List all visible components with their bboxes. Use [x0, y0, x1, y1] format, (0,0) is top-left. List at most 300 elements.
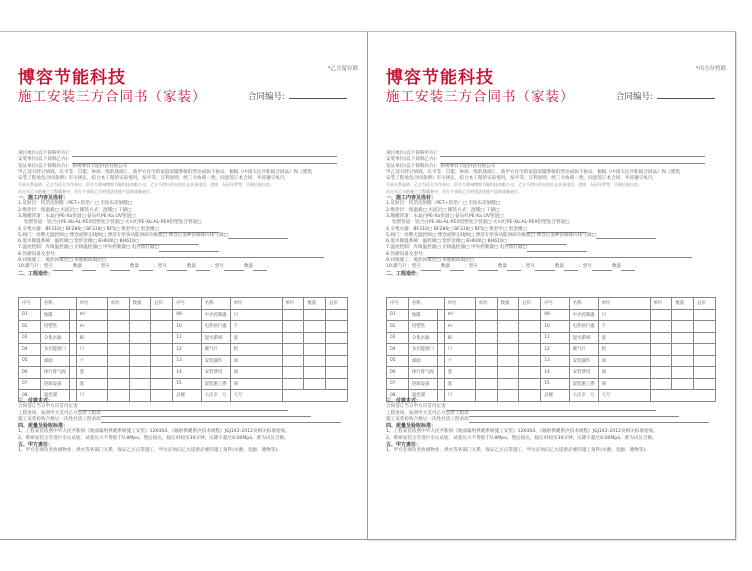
model-field[interactable]	[421, 266, 441, 271]
contract-body	[386, 151, 716, 277]
unit-price-cell[interactable]	[107, 332, 129, 344]
total-cell[interactable]	[326, 332, 348, 344]
model-field[interactable]	[53, 266, 73, 271]
material-item: 4.分集水器：BF310□ BF286□ BF318□ BF5□ 黄金甲□ 黑金刚□	[18, 226, 159, 232]
material-item: 5.阀门：虎牌无温控阀□ 博容虎牌无线阀□ 博容专用多功能回阀升级版□ 博容巨浪神管阀排污排气阀□	[386, 232, 596, 238]
unit-price-cell[interactable]	[475, 344, 497, 356]
total-cell[interactable]	[519, 344, 541, 356]
row-number: 11	[173, 332, 201, 344]
item-name: 热源设备	[408, 378, 437, 390]
item-name: 安装辅件	[569, 355, 598, 367]
row-number: 08	[387, 390, 409, 402]
unit: 路	[444, 332, 475, 344]
quantity-label: 数量	[611, 264, 622, 270]
payment-amount-field[interactable]	[101, 412, 311, 417]
item-name: 热源设备	[40, 378, 69, 390]
material-item: 9.回填施工：地热回填层□ 木地板回填层□	[18, 258, 107, 264]
intro-text: 安装工程承包合同条例》有关规定，结合本工程的实际情况，按平等、互利原则，经三方协商一致，同意签订本合同，共同遵守执行。	[386, 176, 658, 182]
intro-text: 甲乙双方经过协商，在平等、自愿、协商一致的基础上，就甲方住宅的家庭采暖系统的营达成如下协议：根据《中国人民共和国合同法》和《建筑	[18, 169, 313, 175]
payment-term: 施工安装验收合格后一次性付清工程余款	[386, 416, 469, 422]
row-number: 03	[19, 332, 41, 344]
total-cell[interactable]	[151, 367, 173, 379]
column-header: 序号	[173, 298, 201, 310]
item-name-extra	[437, 378, 444, 390]
quantity-cell[interactable]	[304, 378, 326, 390]
contract-title: 施工安装三方合同书（家装）	[18, 89, 207, 105]
item-name-extra	[437, 367, 444, 379]
currency-label: 人民币	[572, 393, 586, 399]
table-row	[387, 332, 716, 344]
radiator-label: 10.暖气片：	[18, 264, 44, 270]
note-text: 丙方对乙方的施工工程服务中，丙方不承担乙方的违法违规产品的质量责任。	[18, 188, 154, 194]
quantity-field[interactable]	[82, 266, 96, 271]
quantity-field[interactable]	[253, 266, 267, 271]
model-label: 型号	[157, 264, 167, 270]
total-cell[interactable]	[151, 309, 173, 321]
column-header: 总价	[151, 298, 173, 310]
quantity-cell[interactable]	[304, 367, 326, 379]
quantity-label: 数量	[497, 264, 508, 270]
unit-price-cell[interactable]	[282, 309, 304, 321]
uppercase-label: 大写	[598, 390, 650, 402]
row-number: 15	[541, 378, 569, 390]
party-b-label: 安装单位(以下简称乙方)：	[18, 157, 73, 163]
model-field[interactable]	[592, 266, 612, 271]
total-cell[interactable]	[694, 332, 716, 344]
total-cell[interactable]	[326, 344, 348, 356]
column-header: 单价	[650, 298, 672, 310]
unit: m²	[76, 309, 107, 321]
total-cell[interactable]	[519, 367, 541, 379]
cost-table	[386, 297, 716, 402]
item-name: 混水系统	[201, 332, 230, 344]
model-field[interactable]	[478, 266, 498, 271]
total-cell[interactable]	[519, 355, 541, 367]
item-name-extra	[437, 344, 444, 356]
row-number: 12	[173, 344, 201, 356]
quantity-cell[interactable]	[672, 367, 694, 379]
column-header: 数量	[672, 298, 694, 310]
total-cell[interactable]	[694, 309, 716, 321]
quantity-field[interactable]	[450, 266, 464, 271]
material-item: 6.混水降温系统：温控阀□ 变形金刚□ BH600□ BH610□	[18, 239, 140, 245]
material-item: 4.分集水器：BF310□ BF286□ BF318□ BF5□ 黄金甲□ 黑金刚□	[386, 226, 527, 232]
quantity-cell[interactable]	[672, 332, 694, 344]
quantity-cell[interactable]	[497, 367, 519, 379]
row-number: 07	[19, 378, 41, 390]
table-row	[19, 367, 348, 379]
quantity-cell[interactable]	[129, 367, 151, 379]
quantity-label: 数量	[440, 264, 451, 270]
payment-term: 工程进场，按到甲方支付乙方总价工程款	[386, 410, 469, 416]
quality-term: 1、工程安装依照中华人民共和国《地面辐射供暖系统施工安装》12K404、《辐射供暖供冷技术规程》JGJ142-2012及相关标准验收。	[386, 429, 658, 435]
section-heading-duties: 五、甲方责任：	[386, 442, 422, 449]
unit: 套	[444, 378, 475, 390]
quantity-cell[interactable]	[304, 332, 326, 344]
unit: 项	[598, 367, 650, 379]
material-item: 2.绝热层：保温板□ 水泥层□ 铺装方式：湿铺□ 干铺□	[386, 207, 500, 213]
quantity-cell[interactable]	[129, 309, 151, 321]
text-row	[386, 271, 716, 277]
unit-price-cell[interactable]	[475, 309, 497, 321]
item-name: 温控器	[408, 390, 437, 402]
row-number: 13	[541, 355, 569, 367]
item-name: 分集水器	[408, 332, 437, 344]
model-field[interactable]	[535, 266, 555, 271]
table-row	[387, 367, 716, 379]
quantity-cell[interactable]	[304, 344, 326, 356]
item-name: 铝塑管	[40, 321, 69, 333]
unit-price-cell[interactable]	[475, 355, 497, 367]
total-cell[interactable]	[694, 378, 716, 390]
row-number: 09	[173, 309, 201, 321]
table-row	[19, 309, 348, 321]
item-name: 混装施工费	[569, 378, 598, 390]
model-field[interactable]	[110, 266, 130, 271]
party-a-label: 项目单位(以下简称甲方)：	[18, 151, 73, 156]
unit-price-cell[interactable]	[650, 378, 672, 390]
quantity-field[interactable]	[196, 266, 210, 271]
column-header: 总价	[326, 298, 348, 310]
unit-price-cell[interactable]	[650, 321, 672, 333]
payment-amount-field[interactable]	[446, 406, 656, 411]
unit-price-cell[interactable]	[475, 367, 497, 379]
unit: 项	[230, 367, 282, 379]
item-name-extra	[69, 309, 76, 321]
unit-price-cell[interactable]	[107, 321, 129, 333]
quantity-field[interactable]	[139, 266, 153, 271]
total-cell[interactable]	[151, 378, 173, 390]
quantity-cell[interactable]	[497, 321, 519, 333]
model-label: 型号	[468, 264, 478, 270]
contract-terms	[18, 398, 348, 455]
quantity-cell[interactable]	[672, 321, 694, 333]
material-item: 1.反射层：铝箔反射膜（PET+铝箔）□ 无纺布反射膜□	[386, 201, 501, 207]
unit: m	[76, 321, 107, 333]
unit: 个	[230, 321, 282, 333]
quantity-label: 数量	[72, 264, 83, 270]
contract-terms	[386, 398, 716, 455]
unit-price-cell[interactable]	[650, 344, 672, 356]
table-row	[19, 321, 348, 333]
total-cell[interactable]	[326, 378, 348, 390]
quantity-cell[interactable]	[497, 378, 519, 390]
table-row	[387, 355, 716, 367]
material-item: 铝塑管道：铝合白PE-Xb-AL-PEX铝塑复合管道□ 火山红PE-Xb-AL-PEX铝塑复合管道□	[24, 220, 202, 226]
separator: ；	[464, 264, 469, 270]
item-name-extra	[69, 344, 76, 356]
unit-price-cell[interactable]	[107, 344, 129, 356]
quantity-field[interactable]	[507, 266, 521, 271]
table-header-row	[387, 298, 716, 310]
item-name: 混水系统	[569, 332, 598, 344]
separator: ；	[521, 264, 526, 270]
quantity-cell[interactable]	[672, 355, 694, 367]
row-number: 15	[173, 378, 201, 390]
unit: 套	[598, 332, 650, 344]
row-number: 05	[19, 355, 41, 367]
quantity-cell[interactable]	[672, 309, 694, 321]
copy-label: *乙方留存联	[327, 66, 358, 72]
fill-in-line[interactable]	[596, 234, 656, 239]
quantity-cell[interactable]	[497, 332, 519, 344]
row-number: 08	[19, 390, 41, 402]
quantity-cell[interactable]	[497, 309, 519, 321]
table-header-row	[19, 298, 348, 310]
note-text: 丙方对乙方的施工工程服务中，丙方不承担乙方的违法违规产品的质量责任。	[386, 188, 522, 194]
row-number: 03	[387, 332, 409, 344]
radiator-label: 10.暖气片：	[386, 264, 412, 270]
item-name: 中央控制器	[201, 309, 230, 321]
row-number: 12	[541, 344, 569, 356]
unit: 只	[76, 344, 107, 356]
unit: 个	[444, 355, 475, 367]
row-number: 07	[387, 378, 409, 390]
payment-amount-field[interactable]	[469, 418, 709, 423]
party-a-field[interactable]	[72, 152, 337, 157]
contract-page-copy-b	[0, 31, 368, 540]
payment-term: 工程进场，按到甲方支付乙方总价工程款	[18, 410, 101, 416]
currency-label: 人民币	[204, 393, 218, 399]
column-header: 单位	[598, 298, 650, 310]
quality-term: 2、系统安装完毕进行水压试验，试验压力不得低于0.8Mpa，然后稳压，稳压时间为30分钟，压降不超过0.06Mpa，即为试压合格。	[386, 435, 657, 441]
total-cell[interactable]	[326, 321, 348, 333]
unit-price-cell[interactable]	[282, 344, 304, 356]
column-header: 名称	[408, 298, 444, 310]
unit: 只	[444, 390, 475, 402]
row-number: 04	[387, 344, 409, 356]
column-header: 名称	[201, 298, 230, 310]
quantity-field[interactable]	[564, 266, 578, 271]
period: 。	[267, 264, 272, 270]
unit: 项	[230, 355, 282, 367]
item-name: 安装费用	[569, 367, 598, 379]
unit: 只	[76, 390, 107, 402]
total-cell[interactable]	[519, 332, 541, 344]
unit-price-cell[interactable]	[650, 309, 672, 321]
row-number: 01	[387, 309, 409, 321]
total-cell[interactable]	[519, 321, 541, 333]
item-name: 球阀	[40, 355, 69, 367]
column-header: 名称	[40, 298, 76, 310]
section-heading-materials: 一、施工内容及选材：	[18, 195, 69, 202]
unit-price-cell[interactable]	[282, 321, 304, 333]
period: 。	[635, 264, 640, 270]
quantity-field[interactable]	[621, 266, 635, 271]
column-header: 单价	[475, 298, 497, 310]
unit-price-cell[interactable]	[475, 332, 497, 344]
section-heading-quality: 四、质量及验收标准：	[386, 423, 437, 430]
model-label: 型号	[100, 264, 110, 270]
quantity-cell[interactable]	[304, 355, 326, 367]
total-cell[interactable]	[151, 355, 173, 367]
item-name-extra	[69, 355, 76, 367]
total-label: 总额	[173, 390, 201, 402]
quantity-label: 数量	[186, 264, 197, 270]
total-cell[interactable]	[694, 344, 716, 356]
company-brand: 博容节能科技	[18, 68, 126, 88]
total-cell[interactable]	[326, 309, 348, 321]
unit-price-cell[interactable]	[650, 332, 672, 344]
item-name: 排污排气阀	[40, 367, 69, 379]
unit: 套	[230, 332, 282, 344]
company-brand: 博容节能科技	[386, 68, 494, 88]
total-cell[interactable]	[694, 321, 716, 333]
column-header: 序号	[19, 298, 41, 310]
material-item: 5.阀门：虎牌无温控阀□ 博容虎牌无线阀□ 博容专用多功能回阀升级版□ 博容巨浪神管阀排污排气阀□	[18, 232, 228, 238]
unit-price-cell[interactable]	[475, 378, 497, 390]
duty-term: 1、甲方必须负责协调物业、供水等各部门关系，保证乙方正常施工，甲方必须向乙方提供必要的施工条件(水源、电源、储物等)。	[386, 448, 650, 454]
column-header: 单位	[76, 298, 107, 310]
item-name: 地暖	[408, 309, 437, 321]
payment-amount-field[interactable]	[469, 412, 679, 417]
total-cell[interactable]	[326, 367, 348, 379]
unit: 路	[76, 332, 107, 344]
total-label: 总额	[541, 390, 569, 402]
section-heading-duties: 五、甲方责任：	[18, 442, 54, 449]
party-b-label: 安装单位(以下简称乙方)：	[386, 157, 441, 163]
quantity-cell[interactable]	[304, 321, 326, 333]
payment-amount-field[interactable]	[78, 406, 288, 411]
item-name: 铝塑管	[408, 321, 437, 333]
total-cell[interactable]	[694, 367, 716, 379]
row-number: 09	[541, 309, 569, 321]
model-field[interactable]	[167, 266, 187, 271]
row-number: 14	[173, 367, 201, 379]
duty-row	[386, 448, 716, 454]
contract-title: 施工安装三方合同书（家装）	[386, 89, 575, 105]
contract-number-field[interactable]	[289, 97, 347, 99]
unit: 组	[598, 344, 650, 356]
unit-price-cell[interactable]	[282, 367, 304, 379]
row-number: 06	[387, 367, 409, 379]
party-a-label: 项目单位(以下简称甲方)：	[386, 151, 441, 156]
total-cell[interactable]	[519, 309, 541, 321]
table-row	[19, 378, 348, 390]
table-row	[387, 321, 716, 333]
quantity-label: 数量	[243, 264, 254, 270]
unit: 个	[76, 355, 107, 367]
quality-term: 2、系统安装完毕进行水压试验，试验压力不得低于0.8Mpa，然后稳压，稳压时间为30分钟，压降不超过0.06Mpa，即为试压合格。	[18, 435, 289, 441]
item-name: 排污排气阀	[408, 367, 437, 379]
section-heading-materials: 一、施工内容及选材：	[386, 195, 437, 202]
item-name: 混装施工费	[201, 378, 230, 390]
unit: 组	[230, 344, 282, 356]
table-row	[19, 344, 348, 356]
quantity-cell[interactable]	[672, 344, 694, 356]
contract-number-label: 合同编号:	[616, 92, 653, 102]
quantity-cell[interactable]	[304, 309, 326, 321]
item-name-extra	[437, 321, 444, 333]
table-row	[19, 355, 348, 367]
row-number: 10	[173, 321, 201, 333]
row-number: 02	[19, 321, 41, 333]
unit-price-cell[interactable]	[282, 332, 304, 344]
quantity-cell[interactable]	[672, 378, 694, 390]
quantity-cell[interactable]	[497, 344, 519, 356]
unit: 项	[230, 378, 282, 390]
contract-number	[248, 90, 347, 102]
total-cell[interactable]	[151, 332, 173, 344]
unit-price-cell[interactable]	[475, 321, 497, 333]
payment-term: 合同签订当日甲方应首付定金	[18, 404, 78, 410]
quantity-label: 数量	[554, 264, 565, 270]
copy-label: *丙方存档联	[695, 66, 726, 72]
total-cell[interactable]	[326, 355, 348, 367]
payment-amount-field[interactable]	[101, 418, 341, 423]
column-header: 名称	[569, 298, 598, 310]
section-heading-cost: 二、工程造价：	[386, 270, 422, 277]
intro-text: 甲乙双方经过协商，在平等、自愿、协商一致的基础上，就甲方住宅的家庭采暖系统的营达成如下协议：根据《中国人民共和国合同法》和《建筑	[386, 169, 681, 175]
note-text: 合同关系说明：乙方为丙方合作单位，丙方为郑州博容节能科技有限公司，乙方不得以丙方的名义从事违法、违规、无证经营等，否则后果自负，	[386, 182, 642, 188]
quantity-cell[interactable]	[129, 332, 151, 344]
total-cell[interactable]	[151, 344, 173, 356]
separator: ；	[578, 264, 583, 270]
row-number: 06	[19, 367, 41, 379]
unit-price-cell[interactable]	[107, 367, 129, 379]
quantity-cell[interactable]	[129, 355, 151, 367]
material-item: 2.绝热层：保温板□ 水泥层□ 铺装方式：湿铺□ 干铺□	[18, 207, 132, 213]
section-heading-quality: 四、质量及验收标准：	[18, 423, 69, 430]
payment-term: 施工安装验收合格后一次性付清工程余款	[18, 416, 101, 422]
column-header: 总价	[519, 298, 541, 310]
text-row	[18, 271, 348, 277]
material-item: 3.地暖管道：永晶白PE-Xa管道□ 钻石红PE-Xa UV管道□	[18, 213, 136, 219]
duty-row	[18, 448, 348, 454]
item-name-extra	[437, 332, 444, 344]
duty-term: 1、甲方必须负责协调物业、供水等各部门关系，保证乙方正常施工，甲方必须向乙方提供必要的施工条件(水源、电源、储物等)。	[18, 448, 282, 454]
column-header: 单价	[282, 298, 304, 310]
quantity-cell[interactable]	[129, 378, 151, 390]
unit-price-cell[interactable]	[107, 378, 129, 390]
quantity-cell[interactable]	[129, 344, 151, 356]
total-cell[interactable]	[519, 378, 541, 390]
fill-in-line[interactable]	[527, 247, 587, 252]
party-a-field[interactable]	[440, 152, 705, 157]
item-name-extra	[69, 321, 76, 333]
separator: ；	[153, 264, 158, 270]
fill-in-line[interactable]	[228, 234, 288, 239]
column-header: 数量	[129, 298, 151, 310]
row-number: 11	[541, 332, 569, 344]
row-number: 02	[387, 321, 409, 333]
quantity-label: 数量	[129, 264, 140, 270]
total-cell[interactable]	[694, 355, 716, 367]
unit-price-cell[interactable]	[107, 355, 129, 367]
unit: 只	[230, 309, 282, 321]
model-label: 型号	[525, 264, 535, 270]
cost-table	[18, 297, 348, 402]
fill-in-line[interactable]	[159, 247, 219, 252]
table-row	[387, 378, 716, 390]
unit-price-cell[interactable]	[282, 355, 304, 367]
unit-price-cell[interactable]	[650, 367, 672, 379]
item-name: 分集水器	[40, 332, 69, 344]
material-item: 3.地暖管道：永晶白PE-Xa管道□ 钻石红PE-Xa UV管道□	[386, 213, 504, 219]
section-heading-payment: 三、付款方式：	[386, 398, 422, 404]
item-name-extra	[69, 332, 76, 344]
contract-number-field[interactable]	[657, 97, 715, 99]
total-cell[interactable]	[151, 321, 173, 333]
separator: ；	[210, 264, 215, 270]
unit-price-cell[interactable]	[282, 378, 304, 390]
unit-price-cell[interactable]	[107, 309, 129, 321]
item-name-extra	[437, 355, 444, 367]
model-field[interactable]	[224, 266, 244, 271]
quantity-cell[interactable]	[497, 355, 519, 367]
unit-price-cell[interactable]	[650, 355, 672, 367]
quantity-cell[interactable]	[129, 321, 151, 333]
